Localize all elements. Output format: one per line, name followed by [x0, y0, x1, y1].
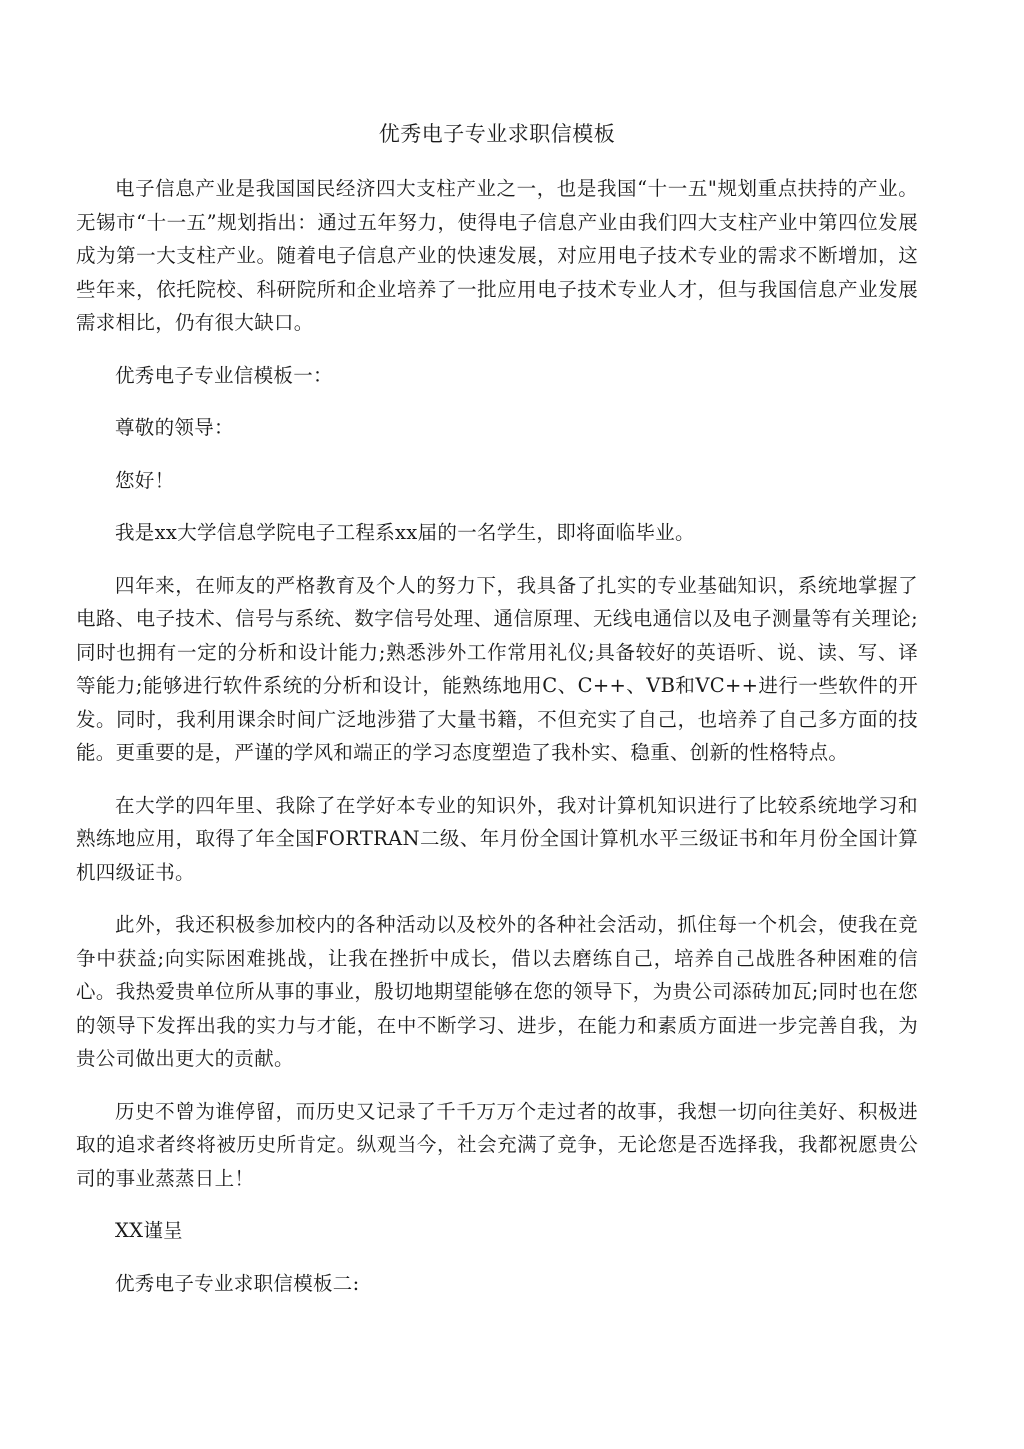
self-introduction-paragraph: 我是xx大学信息学院电子工程系xx届的一名学生，即将面临毕业。 [115, 521, 695, 544]
closing-paragraph: 历史不曾为谁停留，而历史又记录了千千万万个走过者的故事，我想一切向往美好、积极进取的追求者终将被历史所肯定。纵观当今，社会充满了竞争，无论您是否选择我，我都祝愿贵公司的事业蒸蒸日上！ [76, 1099, 918, 1190]
computer-skills-paragraph: 在大学的四年里、我除了在学好本专业的知识外，我对计算机知识进行了比较系统地学习和熟练地应用，取得了年全国FORTRAN二级、年月份全国计算机水平三级证书和年月份全国计算机四级证书。 [76, 793, 918, 884]
greeting: 您好！ [115, 468, 175, 492]
document-page [76, 118, 918, 1319]
intro-paragraph: 电子信息产业是我国国民经济四大支柱产业之一，也是我国“十一五"规划重点扶持的产业。无锡市“十一五”规划指出：通过五年努力，使得电子信息产业由我们四大支柱产业中第四位发展成为第一大支柱产业。随着电子信息产业的快速发展，对应用电子技术专业的需求不断增加，这些年来，依托院校、科研院所和企业培养了一批应用电子技术专业人才，但与我国信息产业发展需求相比，仍有很大缺口。 [76, 177, 918, 334]
template-two-heading: 优秀电子专业求职信模板二: [115, 1271, 360, 1295]
template-one-heading: 优秀电子专业信模板一： [115, 363, 333, 387]
salutation: 尊敬的领导： [115, 416, 234, 439]
activities-paragraph: 此外，我还积极参加校内的各种活动以及校外的各种社会活动，抓住每一个机会，使我在竞争中获益;向实际困难挑战，让我在挫折中成长，借以去磨练自己，培养自己战胜各种困难的信心。我热爱贵单位所从事的事业，殷切地期望能够在您的领导下，为贵公司添砖加瓦;同时也在您的领导下发挥出我的实力与才能，在中不断学习、进步，在能力和素质方面进一步完善自我，为贵公司做出更大的贡献。 [76, 913, 918, 1070]
document-title: 优秀电子专业求职信模板 [378, 122, 616, 146]
signature: XX谨呈 [115, 1219, 183, 1242]
skills-paragraph: 四年来，在师友的严格教育及个人的努力下，我具备了扎实的专业基础知识，系统地掌握了电路、电子技术、信号与系统、数字信号处理、通信原理、无线电通信以及电子测量等有关理论;同时也拥有一定的分析和设计能力;熟悉涉外工作常用礼仪;具备较好的英语听、说、读、写、译等能力;能够进行软件系统的分析和设计，能熟练地用C、C++、VB和VC++进行一些软件的开发。同时，我利用课余时间广泛地涉猎了大量书籍，不但充实了自己，也培养了自己多方面的技能。更重要的是，严谨的学风和端正的学习态度塑造了我朴实、稳重、创新的性格特点。 [76, 573, 918, 764]
